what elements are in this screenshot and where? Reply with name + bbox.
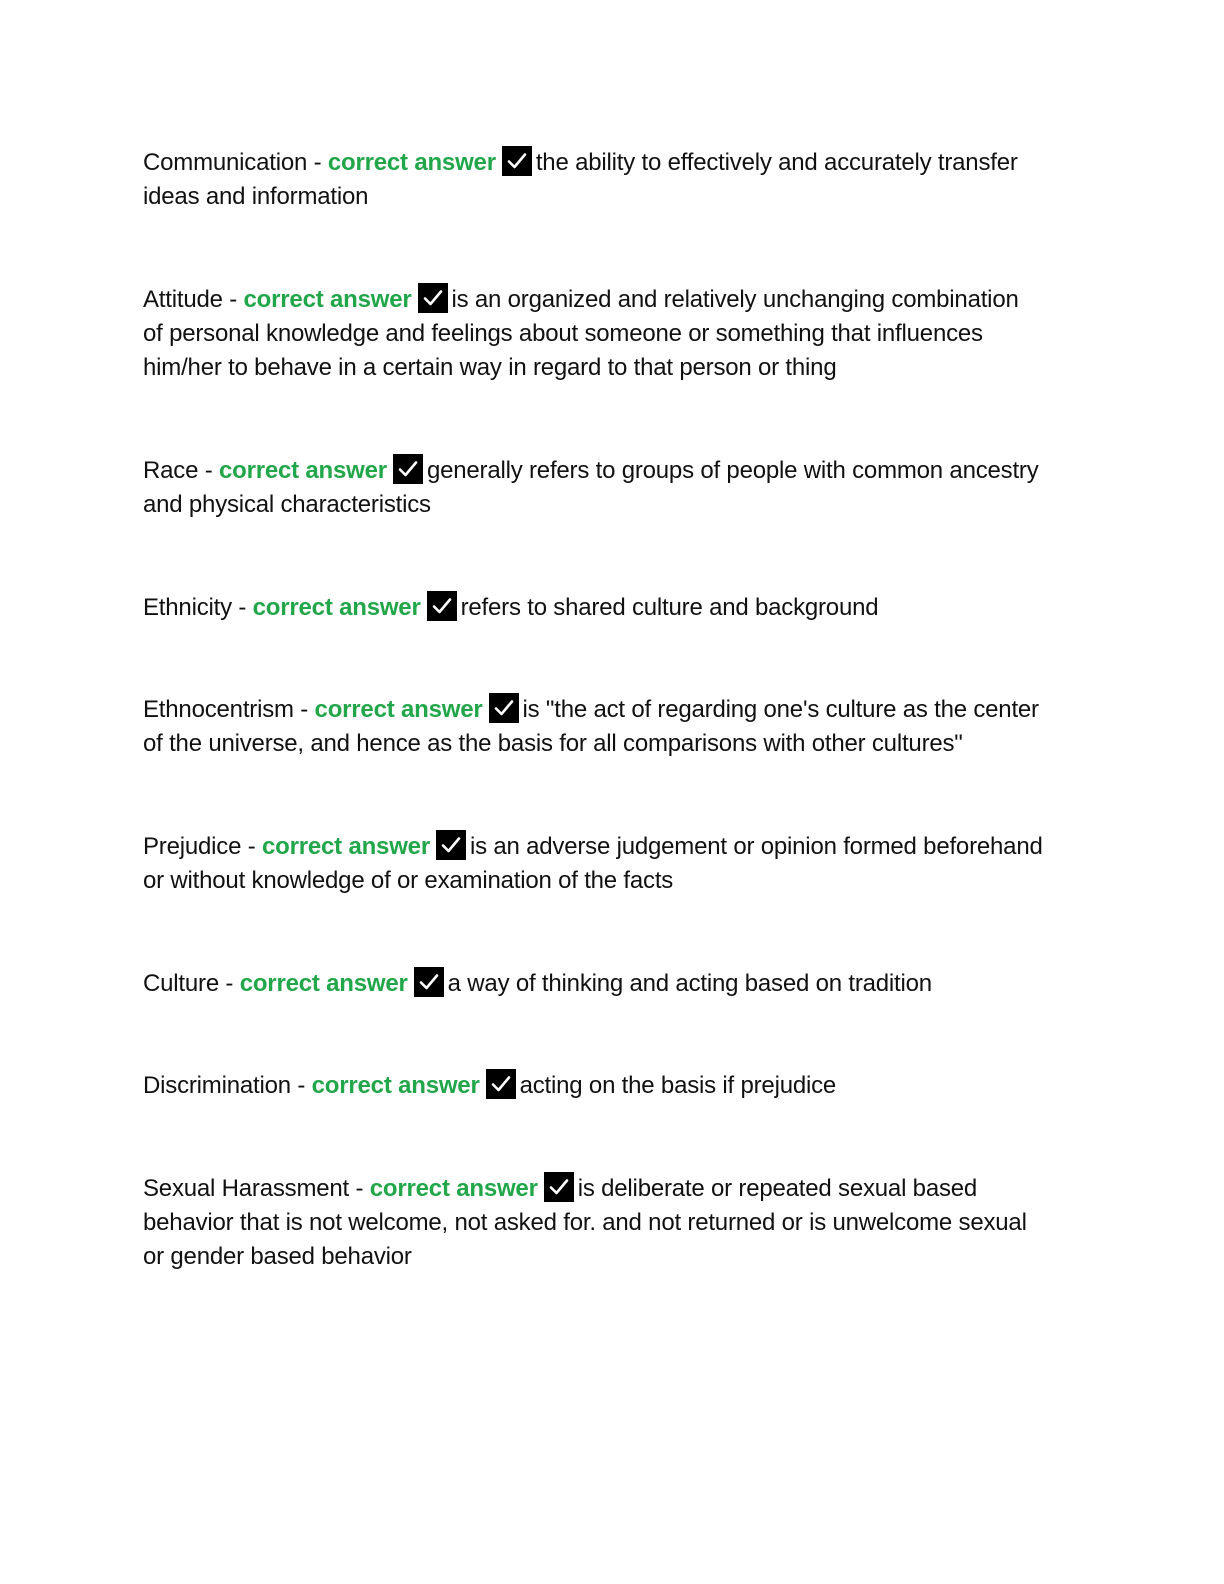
entry-discrimination [143,1069,1043,1103]
entry-definition: a way of thinking and acting based on tradition [447,969,932,997]
entry-separator: - [222,285,244,313]
entry-separator: - [231,593,253,621]
entry-separator: - [218,969,240,997]
check-box-icon [502,146,532,176]
entry-term: Communication [143,149,308,176]
correct-answer-label: correct answer [262,832,430,860]
check-box-icon [414,967,444,997]
entry-communication [143,146,1043,214]
entry-term: Race [143,456,199,484]
correct-answer-label: correct answer [314,696,483,724]
entry-prejudice [143,830,1043,898]
correct-answer-label: correct answer [327,149,496,176]
entry-separator: - [198,456,219,484]
check-box-icon [418,283,448,313]
entry-definition: acting on the basis if prejudice [519,1072,837,1100]
entry-term: Discrimination [143,1072,291,1100]
check-box-icon [486,1069,516,1099]
entry-race [143,454,1043,522]
correct-answer-label: correct answer [239,969,408,997]
check-box-icon [489,693,519,723]
check-box-icon [393,454,423,484]
entry-definition: generally refers to groups of people with common ancestry and physical characteristics [143,456,1039,518]
entry-ethnicity [143,591,1043,625]
entry-separator: - [349,1174,370,1202]
entry-separator: - [307,149,328,176]
entry-term: Ethnocentrism [143,696,294,724]
entry-culture [143,967,1043,1001]
entry-definition: the ability to effectively and accurately transfer ideas and information [143,149,1018,211]
entry-separator: - [241,832,262,860]
correct-answer-label: correct answer [369,1174,538,1202]
entry-definition: is an organized and relatively unchanging combination of personal knowledge and feelings about someone or something that influences him/her to behave in a certain way in regard to that person or thing [143,285,1019,382]
check-box-icon [436,830,466,860]
entry-term: Prejudice [143,832,242,860]
entry-attitude [143,283,1043,386]
correct-answer-label: correct answer [243,285,412,313]
check-box-icon [427,591,457,621]
entry-term: Sexual Harassment [143,1174,350,1202]
entry-definition: is deliberate or repeated sexual based behavior that is not welcome, not asked for. and not returned or is unwelcome sexual or gender based behavior [143,1174,1027,1271]
flashcard-list [143,146,1043,1343]
entry-term: Attitude [143,285,223,313]
entry-ethnocentrism [143,693,1043,761]
correct-answer-label: correct answer [218,456,387,484]
entry-term: Ethnicity [143,593,232,621]
correct-answer-label: correct answer [311,1072,480,1100]
entry-term: Culture [143,969,219,997]
entry-separator: - [290,1072,312,1100]
entry-definition: is "the act of regarding one's culture as the center of the universe, and hence as the basis for all comparisons with other cultures" [143,696,1039,758]
entry-definition: is an adverse judgement or opinion formed beforehand or without knowledge of or examination of the facts [143,832,1043,895]
correct-answer-label: correct answer [252,593,421,621]
entry-separator: - [293,696,315,724]
check-box-icon [544,1172,574,1202]
entry-sexual-harassment [143,1172,1043,1275]
entry-definition: refers to shared culture and background [460,593,879,621]
